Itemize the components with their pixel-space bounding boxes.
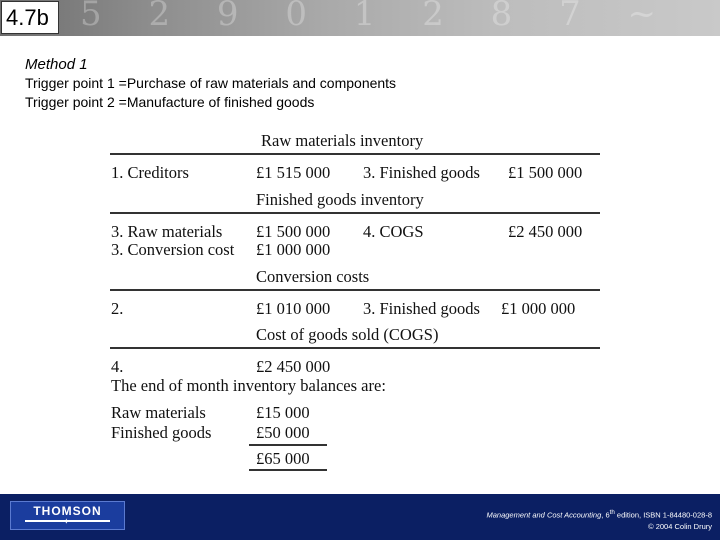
method-heading: Method 1 — [25, 56, 88, 73]
finished-goods-debit2-amount: £1 000 000 — [256, 240, 331, 259]
thomson-logo — [10, 501, 125, 530]
balance-raw-label: Raw materials — [111, 403, 206, 422]
cogs-debit-amount: £2 450 000 — [256, 357, 331, 376]
cogs-title: Cost of goods sold (COGS) — [256, 325, 439, 344]
finished-goods-credit-amount: £2 450 000 — [508, 222, 583, 241]
finished-goods-rule — [110, 212, 600, 214]
raw-materials-credit-label: 3. Finished goods — [363, 163, 480, 182]
balance-fg-amount: £50 000 — [256, 423, 310, 442]
footer-credits — [486, 507, 712, 532]
balance-total-rule-bottom — [249, 469, 327, 471]
finished-goods-debit1-amount: £1 500 000 — [256, 222, 331, 241]
conversion-costs-credit-label: 3. Finished goods — [363, 299, 480, 318]
trigger-point-1: Trigger point 1 =Purchase of raw materials and components — [25, 75, 397, 91]
conversion-costs-title: Conversion costs — [256, 267, 370, 286]
balance-total-amount: £65 000 — [256, 449, 310, 468]
raw-materials-credit-amount: £1 500 000 — [508, 163, 583, 182]
balance-fg-label: Finished goods — [111, 423, 212, 442]
balances-heading: The end of month inventory balances are: — [111, 376, 386, 395]
cogs-rule — [110, 347, 600, 349]
footer-bar — [0, 494, 720, 540]
header-background-digits: 5 2 9 0 1 2 8 7 ~ — [80, 0, 675, 34]
footer-copyright: © 2004 Colin Drury — [648, 521, 712, 531]
logo-text: THOMSON — [33, 504, 102, 518]
footer-book-title: Management and Cost Accounting — [486, 510, 602, 520]
conversion-costs-debit-amount: £1 010 000 — [256, 299, 331, 318]
finished-goods-title: Finished goods inventory — [256, 190, 424, 209]
finished-goods-debit2-label: 3. Conversion cost — [111, 240, 235, 259]
footer-citation: Management and Cost Accounting, 6th edition, ISBN 1-84480-028-8 — [486, 509, 712, 520]
raw-materials-debit-amount: £1 515 000 — [256, 163, 331, 182]
header-bar — [0, 0, 720, 36]
balance-raw-amount: £15 000 — [256, 403, 310, 422]
raw-materials-rule — [110, 153, 600, 155]
finished-goods-debit1-label: 3. Raw materials — [111, 222, 223, 241]
logo-star-icon: ✦ — [63, 517, 70, 526]
intro-text — [25, 55, 396, 112]
raw-materials-debit-label: 1. Creditors — [111, 163, 189, 182]
slide-number: 4.7b — [1, 1, 59, 34]
balance-total-rule-top — [249, 444, 327, 446]
cogs-debit-label: 4. — [111, 357, 124, 376]
conversion-costs-rule — [110, 289, 600, 291]
finished-goods-credit-label: 4. COGS — [363, 222, 424, 241]
trigger-point-2: Trigger point 2 =Manufacture of finished goods — [25, 94, 315, 110]
raw-materials-title: Raw materials inventory — [261, 131, 424, 150]
conversion-costs-debit-label: 2. — [111, 299, 124, 318]
conversion-costs-credit-amount: £1 000 000 — [501, 299, 576, 318]
